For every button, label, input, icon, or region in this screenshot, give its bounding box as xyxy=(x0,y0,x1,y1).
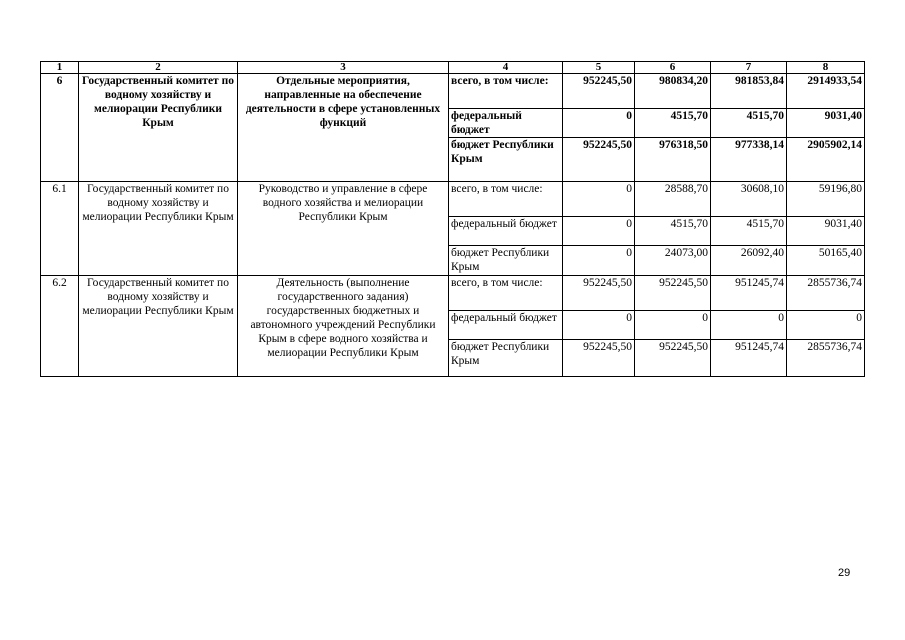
activity-description: Руководство и управление в сфере водного хозяйства и мелиорации Республики Крым xyxy=(238,182,449,276)
amount-cell: 0 xyxy=(563,311,635,340)
amount-cell: 28588,70 xyxy=(635,182,711,217)
amount-cell: 0 xyxy=(563,217,635,246)
amount-cell: 4515,70 xyxy=(711,109,787,138)
responsible-organization: Государственный комитет по водному хозяйству и мелиорации Республики Крым xyxy=(79,182,238,276)
funding-source: всего, в том числе: xyxy=(449,182,563,217)
group-number: 6.1 xyxy=(41,182,79,276)
amount-cell: 977338,14 xyxy=(711,138,787,182)
column-header: 3 xyxy=(238,62,449,74)
amount-cell: 0 xyxy=(787,311,865,340)
amount-cell: 0 xyxy=(711,311,787,340)
amount-cell: 952245,50 xyxy=(635,340,711,377)
amount-cell: 50165,40 xyxy=(787,246,865,276)
column-header: 2 xyxy=(79,62,238,74)
amount-cell: 952245,50 xyxy=(563,138,635,182)
amount-cell: 4515,70 xyxy=(711,217,787,246)
amount-cell: 952245,50 xyxy=(563,340,635,377)
funding-source: бюджет Республики Крым xyxy=(449,138,563,182)
group-number: 6.2 xyxy=(41,276,79,377)
funding-source: федеральный бюджет xyxy=(449,311,563,340)
table-row xyxy=(41,74,865,109)
header-row xyxy=(41,62,865,74)
amount-cell: 4515,70 xyxy=(635,109,711,138)
funding-source: федеральный бюджет xyxy=(449,217,563,246)
amount-cell: 0 xyxy=(563,109,635,138)
amount-cell: 952245,50 xyxy=(563,276,635,311)
amount-cell: 2914933,54 xyxy=(787,74,865,109)
table-row xyxy=(41,276,865,311)
activity-description: Деятельность (выполнение государственного задания) государственных бюджетных и автономного учреждений Республики Крым в сфере водного хозяйства и мелиорации Республики Крым xyxy=(238,276,449,377)
amount-cell: 981853,84 xyxy=(711,74,787,109)
amount-cell: 951245,74 xyxy=(711,340,787,377)
amount-cell: 952245,50 xyxy=(563,74,635,109)
column-header: 5 xyxy=(563,62,635,74)
page-number: 29 xyxy=(838,567,851,579)
funding-source: федеральный бюджет xyxy=(449,109,563,138)
amount-cell: 9031,40 xyxy=(787,109,865,138)
amount-cell: 26092,40 xyxy=(711,246,787,276)
amount-cell: 4515,70 xyxy=(635,217,711,246)
amount-cell: 9031,40 xyxy=(787,217,865,246)
funding-source: бюджет Республики Крым xyxy=(449,340,563,377)
responsible-organization: Государственный комитет по водному хозяйству и мелиорации Республики Крым xyxy=(79,276,238,377)
amount-cell: 952245,50 xyxy=(635,276,711,311)
amount-cell: 30608,10 xyxy=(711,182,787,217)
amount-cell: 24073,00 xyxy=(635,246,711,276)
funding-source: бюджет Республики Крым xyxy=(449,246,563,276)
group-number: 6 xyxy=(41,74,79,182)
column-header: 1 xyxy=(41,62,79,74)
budget-table xyxy=(40,61,865,377)
funding-source: всего, в том числе: xyxy=(449,276,563,311)
amount-cell: 0 xyxy=(563,182,635,217)
amount-cell: 2855736,74 xyxy=(787,340,865,377)
activity-description: Отдельные мероприятия, направленные на обеспечение деятельности в сфере установленных функций xyxy=(238,74,449,182)
amount-cell: 951245,74 xyxy=(711,276,787,311)
column-header: 4 xyxy=(449,62,563,74)
funding-source: всего, в том числе: xyxy=(449,74,563,109)
amount-cell: 0 xyxy=(635,311,711,340)
column-header: 6 xyxy=(635,62,711,74)
amount-cell: 2905902,14 xyxy=(787,138,865,182)
amount-cell: 980834,20 xyxy=(635,74,711,109)
amount-cell: 59196,80 xyxy=(787,182,865,217)
table-row xyxy=(41,182,865,217)
column-header: 7 xyxy=(711,62,787,74)
amount-cell: 0 xyxy=(563,246,635,276)
amount-cell: 976318,50 xyxy=(635,138,711,182)
responsible-organization: Государственный комитет по водному хозяйству и мелиорации Республики Крым xyxy=(79,74,238,182)
column-header: 8 xyxy=(787,62,865,74)
amount-cell: 2855736,74 xyxy=(787,276,865,311)
